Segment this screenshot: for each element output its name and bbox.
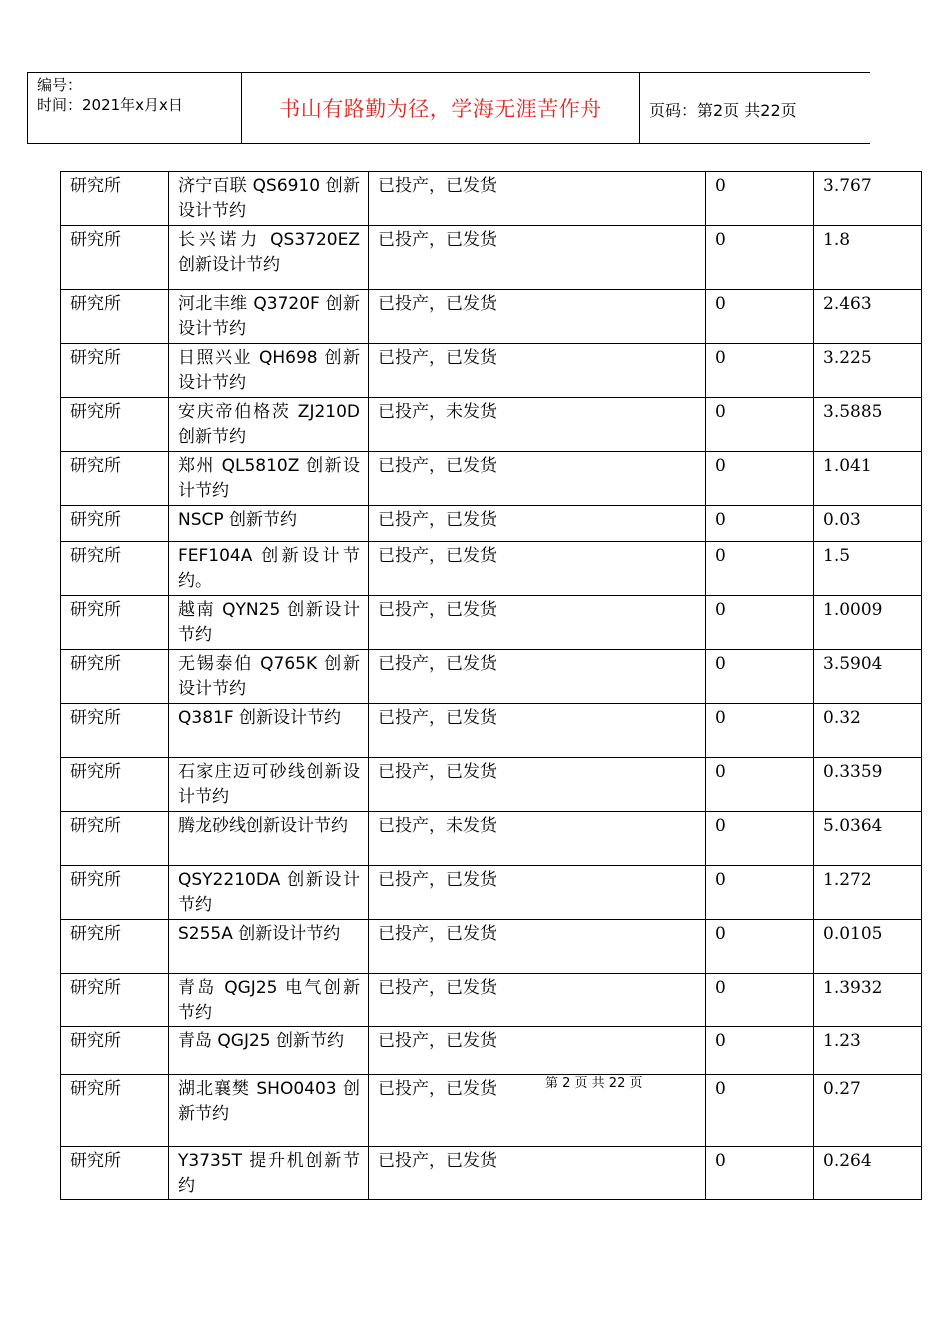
table-row [61,596,922,650]
status-cell: 已投产，已发货 [369,506,706,542]
zero-cell: 0 [706,344,814,398]
status-cell: 已投产，已发货 [369,704,706,758]
project-name-cell: 青岛 QGJ25 创新节约 [169,1027,369,1075]
table-row [61,1075,922,1147]
dept-cell: 研究所 [61,172,169,226]
zero-cell: 0 [706,704,814,758]
status-cell: 已投产，已发货 [369,866,706,920]
table-row [61,452,922,506]
dept-cell: 研究所 [61,1147,169,1200]
dept-cell: 研究所 [61,506,169,542]
dept-cell: 研究所 [61,866,169,920]
zero-cell: 0 [706,758,814,812]
table-row [61,172,922,226]
table-row [61,920,922,974]
header-motto: 书山有路勤为径，学海无涯苦作舟 [279,97,602,121]
value-cell: 0.03 [814,506,922,542]
value-cell: 3.225 [814,344,922,398]
status-cell: 已投产，未发货 [369,812,706,866]
header-divider [639,72,640,144]
page-footer-number: 第 2 页 共 22 页 [545,1076,643,1091]
value-cell: 1.5 [814,542,922,596]
table-row [61,1147,922,1200]
status-cell: 已投产，已发货 [369,226,706,290]
status-cell: 已投产，已发货 [369,920,706,974]
dept-cell: 研究所 [61,1075,169,1147]
status-cell: 已投产，已发货 [369,650,706,704]
doc-time-label: 时间：2021年x月x日 [37,96,183,114]
project-name-cell: 无锡泰伯 Q765K 创新设计节约 [169,650,369,704]
table-body [61,172,922,1200]
table-row [61,704,922,758]
value-cell: 0.264 [814,1147,922,1200]
value-cell: 0.3359 [814,758,922,812]
dept-cell: 研究所 [61,290,169,344]
zero-cell: 0 [706,506,814,542]
dept-cell: 研究所 [61,344,169,398]
value-cell: 3.767 [814,172,922,226]
table-row [61,1027,922,1075]
zero-cell: 0 [706,290,814,344]
dept-cell: 研究所 [61,596,169,650]
value-cell: 1.041 [814,452,922,506]
project-name-cell: 安庆帝伯格茨 ZJ210D 创新节约 [169,398,369,452]
zero-cell: 0 [706,812,814,866]
value-cell: 3.5904 [814,650,922,704]
table-row [61,398,922,452]
value-cell: 1.8 [814,226,922,290]
project-name-cell: 日照兴业 QH698 创新设计节约 [169,344,369,398]
dept-cell: 研究所 [61,758,169,812]
value-cell: 5.0364 [814,812,922,866]
status-cell: 已投产，已发货 [369,1027,706,1075]
zero-cell: 0 [706,226,814,290]
dept-cell: 研究所 [61,226,169,290]
project-name-cell: 郑州 QL5810Z 创新设计节约 [169,452,369,506]
dept-cell: 研究所 [61,452,169,506]
status-cell: 已投产，已发货 [369,596,706,650]
table-row [61,650,922,704]
status-cell: 已投产，已发货 [369,758,706,812]
project-name-cell: QSY2210DA 创新设计节约 [169,866,369,920]
table-row [61,812,922,866]
table-row [61,290,922,344]
dept-cell: 研究所 [61,650,169,704]
doc-id-label: 编号： [37,76,83,94]
table-row [61,542,922,596]
table-row [61,866,922,920]
value-cell: 1.23 [814,1027,922,1075]
dept-cell: 研究所 [61,920,169,974]
value-cell: 0.32 [814,704,922,758]
dept-cell: 研究所 [61,398,169,452]
zero-cell: 0 [706,1147,814,1200]
zero-cell: 0 [706,398,814,452]
dept-cell: 研究所 [61,542,169,596]
status-cell: 已投产，已发货 [369,344,706,398]
page-header [27,72,870,144]
zero-cell: 0 [706,1075,814,1147]
value-cell: 0.0105 [814,920,922,974]
table-row [61,226,922,290]
status-cell: 已投产，未发货 [369,398,706,452]
status-cell: 已投产，已发货 [369,1075,706,1147]
zero-cell: 0 [706,1027,814,1075]
project-name-cell: Y3735T 提升机创新节约 [169,1147,369,1200]
project-name-cell: 湖北襄樊 SHO0403 创新节约 [169,1075,369,1147]
dept-cell: 研究所 [61,704,169,758]
status-cell: 已投产，已发货 [369,172,706,226]
project-name-cell: 石家庄迈可砂线创新设计节约 [169,758,369,812]
project-name-cell: 河北丰维 Q3720F 创新设计节约 [169,290,369,344]
project-name-cell: Q381F 创新设计节约 [169,704,369,758]
status-cell: 已投产，已发货 [369,542,706,596]
table-row [61,974,922,1027]
zero-cell: 0 [706,920,814,974]
status-cell: 已投产，已发货 [369,1147,706,1200]
zero-cell: 0 [706,866,814,920]
status-cell: 已投产，已发货 [369,452,706,506]
dept-cell: 研究所 [61,1027,169,1075]
dept-cell: 研究所 [61,974,169,1027]
header-divider [27,72,28,144]
project-name-cell: 济宁百联 QS6910 创新设计节约 [169,172,369,226]
project-name-cell: FEF104A 创新设计节约。 [169,542,369,596]
zero-cell: 0 [706,172,814,226]
status-cell: 已投产，已发货 [369,974,706,1027]
zero-cell: 0 [706,974,814,1027]
table-row [61,344,922,398]
value-cell: 1.3932 [814,974,922,1027]
value-cell: 2.463 [814,290,922,344]
zero-cell: 0 [706,650,814,704]
header-meta [37,75,183,115]
project-name-cell: 越南 QYN25 创新设计节约 [169,596,369,650]
project-name-cell: 腾龙砂线创新设计节约 [169,812,369,866]
zero-cell: 0 [706,452,814,506]
header-page-number: 页码：第2页 共22页 [649,101,797,120]
value-cell: 3.5885 [814,398,922,452]
status-cell: 已投产，已发货 [369,290,706,344]
value-cell: 1.0009 [814,596,922,650]
dept-cell: 研究所 [61,812,169,866]
project-name-cell: NSCP 创新节约 [169,506,369,542]
value-cell: 0.27 [814,1075,922,1147]
project-name-cell: 长兴诺力 QS3720EZ 创新设计节约 [169,226,369,290]
table-row [61,758,922,812]
value-cell: 1.272 [814,866,922,920]
savings-table [60,171,922,1200]
project-name-cell: S255A 创新设计节约 [169,920,369,974]
project-name-cell: 青岛 QGJ25 电气创新节约 [169,974,369,1027]
zero-cell: 0 [706,542,814,596]
zero-cell: 0 [706,596,814,650]
table-row [61,506,922,542]
